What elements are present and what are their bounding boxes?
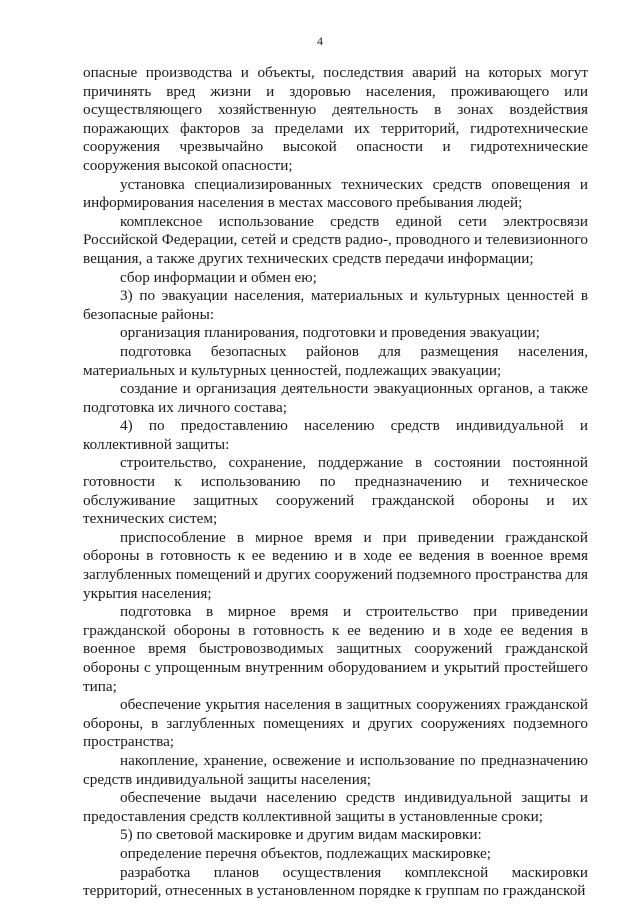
paragraph: накопление, хранение, освежение и использование по предназначению средств индивидуальной защиты населения;: [83, 751, 588, 788]
paragraph: обеспечение укрытия населения в защитных сооружениях гражданской обороны, в заглубленных помещениях и других сооружениях подземного пространства;: [83, 696, 588, 751]
page-number: 4: [317, 34, 323, 48]
paragraph: строительство, сохранение, поддержание в состоянии постоянной готовности к использованию по предназначению и техническое обслуживание защитных сооружений гражданской обороны и их технических систем;: [83, 454, 588, 528]
paragraph: определение перечня объектов, подлежащих маскировке;: [120, 844, 491, 862]
paragraph: установка специализированных технических средств оповещения и информирования населения в местах массового пребывания людей;: [83, 175, 588, 212]
paragraph: сбор информации и обмен ею;: [120, 268, 317, 286]
paragraph: создание и организация деятельности эвакуационных органов, а также подготовка их личного состава;: [83, 380, 588, 416]
paragraph: подготовка безопасных районов для размещения населения, материальных и культурных ценностей, подлежащих эвакуации;: [83, 342, 588, 379]
paragraph: 4) по предоставлению населению средств индивидуальной и коллективной защиты:: [83, 417, 588, 453]
paragraph: опасные производства и объекты, последствия аварий на которых могут причинять вред жизни и здоровью населения, проживающего или осуществляющего хозяйственную деятельность в зонах воздействия поражающих факторов за пределами их территорий, гидротехнические сооружения чрезвычайно высокой опасности и гидротехнические сооружения высокой опасности;: [83, 64, 588, 174]
paragraph: обеспечение выдачи населению средств индивидуальной защиты и предоставления средств коллективной защиты в установленные сроки;: [83, 789, 588, 825]
document-body: [83, 64, 588, 901]
paragraph: 5) по световой маскировке и другим видам маскировки:: [120, 826, 482, 844]
paragraph: комплексное использование средств единой сети электросвязи Российской Федерации, сетей и средств радио-, проводного и телевизионного вещания, а также других технических средств передачи информации;: [83, 212, 588, 267]
paragraph: 3) по эвакуации населения, материальных и культурных ценностей в безопасные районы:: [83, 287, 588, 323]
paragraph: приспособление в мирное время и при приведении гражданской обороны в готовность к ее ведению и в ходе ее ведения в военное время заглубленных помещений и других сооружений подземного пространства для укрытия населения;: [83, 528, 588, 602]
paragraph: подготовка в мирное время и строительство при приведении гражданской обороны в готовность к ее ведению и в ходе ее ведения в военное время быстровозводимых защитных сооружений гражданской обороны с упрощенным внутренним оборудованием и укрытий простейшего типа;: [83, 603, 588, 695]
paragraph: разработка планов осуществления комплексной маскировки территорий, отнесенных в установленном порядке к группам по гражданской: [83, 863, 588, 900]
paragraph: организация планирования, подготовки и проведения эвакуации;: [120, 324, 540, 342]
